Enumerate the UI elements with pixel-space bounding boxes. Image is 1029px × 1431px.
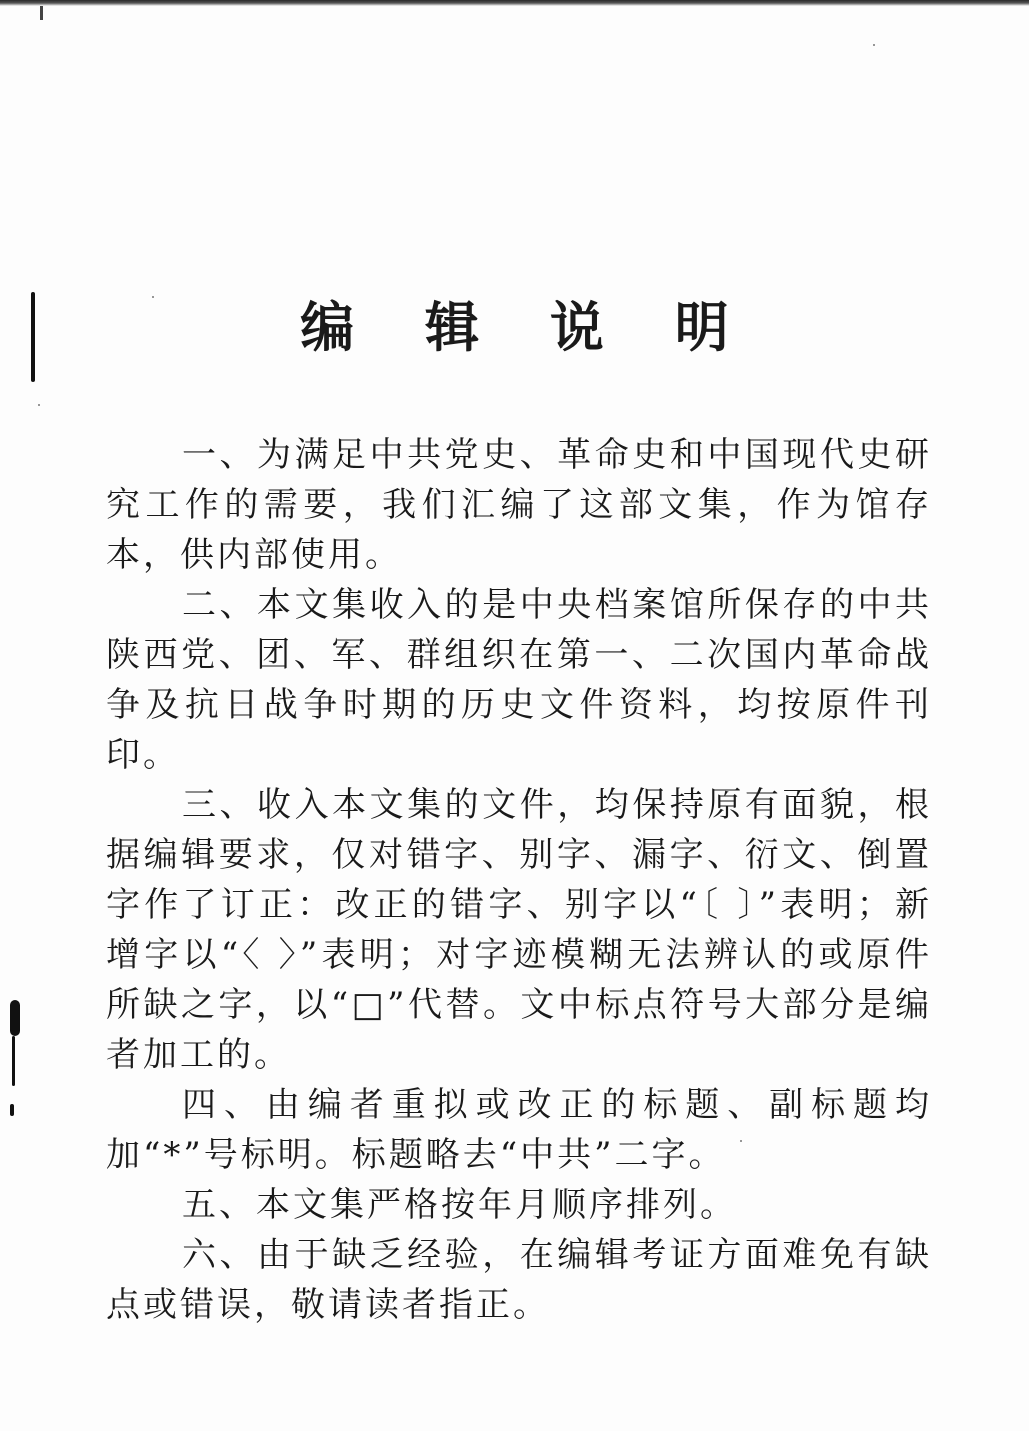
binding-mark	[10, 1104, 14, 1116]
document-body	[106, 430, 932, 1330]
paragraph-1: 一、为满足中共党史、革命史和中国现代史研究工作的需要，我们汇编了这部文集，作为馆存本，供内部使用。	[106, 435, 932, 575]
page-title: 编 辑 说 明	[300, 295, 755, 359]
binding-mark	[10, 1000, 20, 1036]
paragraph-5: 五、本文集严格按年月顺序排列。	[182, 1185, 737, 1225]
paragraph-3: 三、收入本文集的文件，均保持原有面貌，根据编辑要求，仅对错字、别字、漏字、衍文、倒置字作了订正：改正的错字、别字以“〔 〕”表明；新增字以“〈 〉”表明；对字迹模糊无法辨认的或原件所缺之字，以“□”代替。文中标点符号大部分是编者加工的。	[106, 785, 932, 1075]
scan-speck	[38, 404, 40, 406]
paragraph-6: 六、由于缺乏经验，在编辑考证方面难免有缺点或错误，敬请读者指正。	[106, 1235, 932, 1325]
scan-top-edge	[0, 0, 1029, 6]
binding-mark	[12, 1036, 15, 1086]
scan-edge-mark	[40, 6, 43, 20]
scan-speck	[873, 44, 875, 46]
paragraph-4: 四、由编者重拟或改正的标题、副标题均加“*”号标明。标题略去“中共”二字。	[106, 1085, 932, 1175]
paragraph-2: 二、本文集收入的是中央档案馆所保存的中共陕西党、团、军、群组织在第一、二次国内革命战争及抗日战争时期的历史文件资料，均按原件刊印。	[106, 585, 932, 775]
